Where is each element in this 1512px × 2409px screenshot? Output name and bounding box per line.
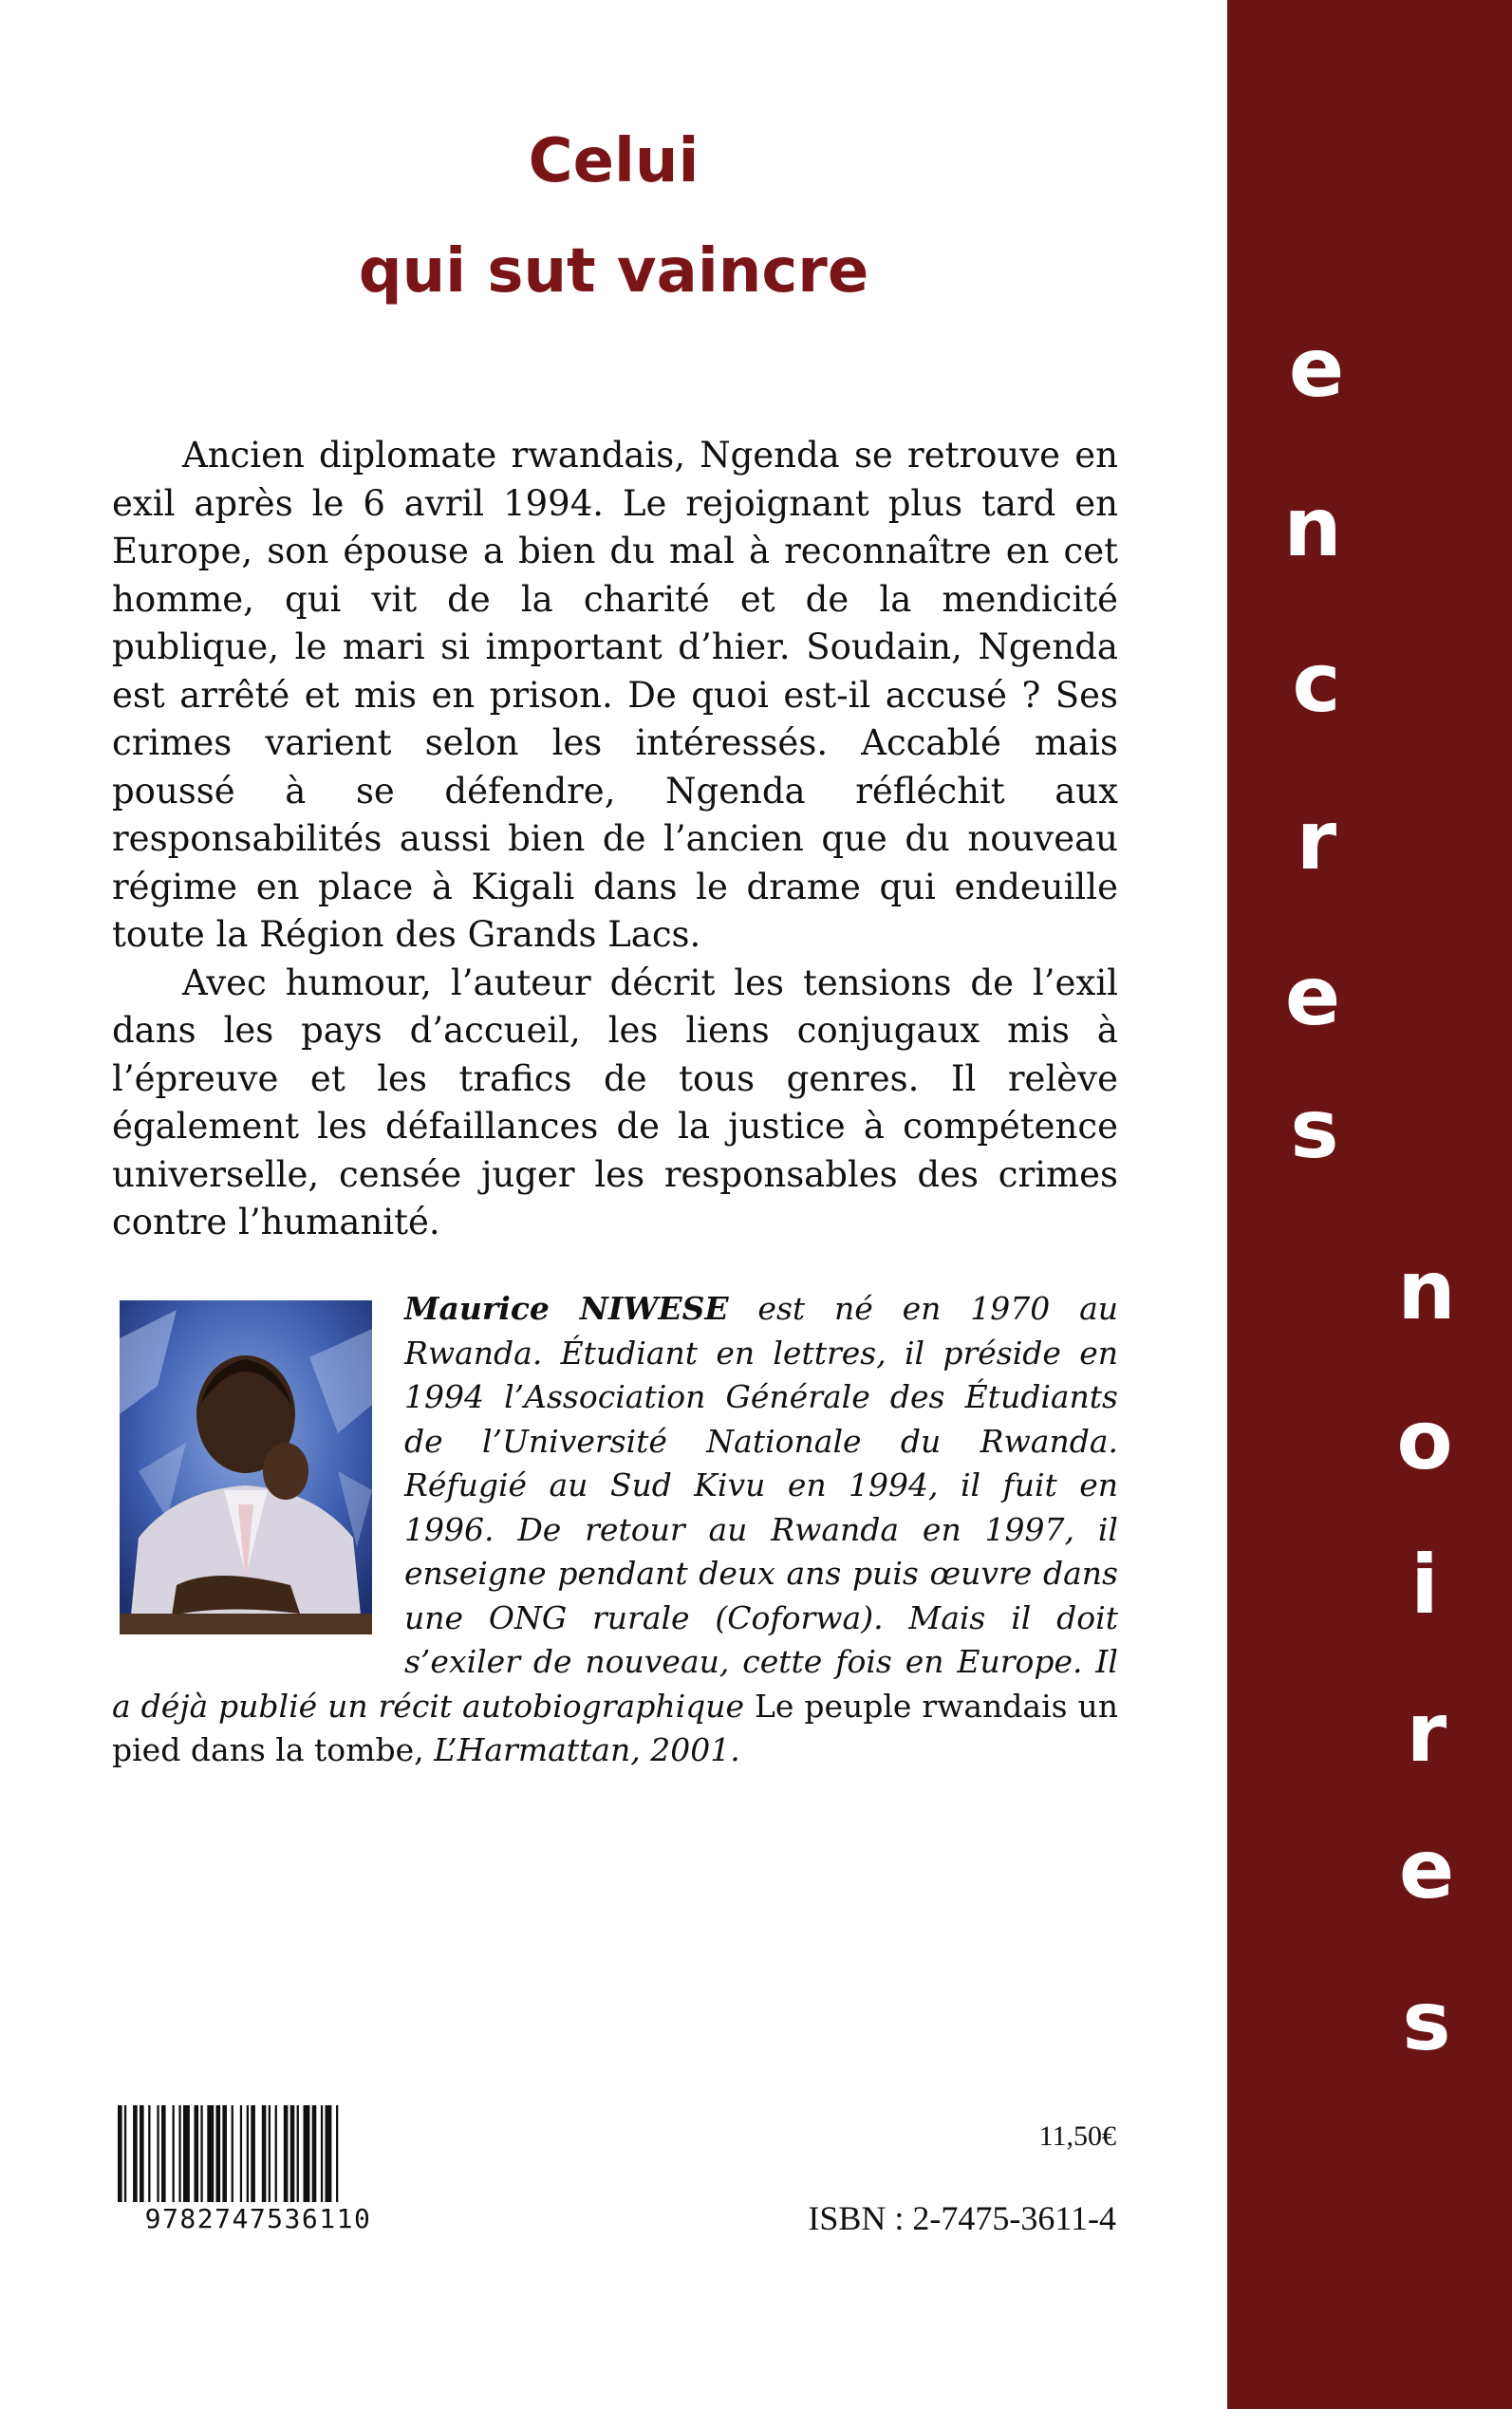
barcode-bar bbox=[216, 2105, 221, 2204]
author-bio-text: est né en 1970 au Rwanda. Étudiant en lettres, il préside en 1994 l’Association Générale des Étudiants de l’Université Nationale du Rwanda. Réfugié au Sud Kivu en 1994, il fuit en 1996. De retour au Rwanda en 1997, il enseigne pendant deux ans puis œuvre dans une ONG rurale (Coforwa). Mais il doit s’exiler de nouveau, cette fois en Europe. Il a déjà publié un récit autobiographique bbox=[112, 1290, 1118, 1725]
barcode-bar bbox=[284, 2105, 289, 2204]
barcode-bar bbox=[232, 2105, 233, 2204]
barcode-bar bbox=[247, 2105, 249, 2204]
barcode-bar bbox=[118, 2105, 122, 2204]
barcode-bar bbox=[157, 2105, 159, 2204]
series-letter: n bbox=[1283, 480, 1342, 575]
barcode-bar bbox=[312, 2105, 317, 2204]
series-letter: r bbox=[1406, 1686, 1447, 1781]
series-letter: o bbox=[1396, 1393, 1453, 1488]
series-letter: r bbox=[1296, 794, 1337, 888]
series-letter: n bbox=[1397, 1243, 1456, 1338]
price: 11,50€ bbox=[1038, 2120, 1116, 2152]
barcode-bar bbox=[148, 2105, 150, 2204]
barcode-bar bbox=[183, 2105, 190, 2204]
barcode-bar bbox=[326, 2105, 332, 2204]
barcode-bar bbox=[297, 2105, 299, 2204]
title-line-2: qui sut vaincre bbox=[358, 236, 869, 307]
barcode-bar bbox=[240, 2105, 242, 2204]
series-spine bbox=[1227, 0, 1512, 2409]
barcode-bar bbox=[222, 2105, 227, 2204]
series-letter: s bbox=[1290, 1082, 1339, 1177]
barcode-bar bbox=[251, 2105, 255, 2204]
barcode-bar bbox=[124, 2105, 126, 2204]
barcode-bar bbox=[336, 2105, 338, 2204]
barcode-bar bbox=[133, 2105, 138, 2204]
barcode-bar bbox=[140, 2105, 144, 2204]
barcode-bar bbox=[321, 2105, 323, 2204]
title-line-1: Celui bbox=[528, 126, 700, 196]
barcode-bar bbox=[195, 2105, 199, 2204]
barcode-bar bbox=[178, 2105, 180, 2204]
series-letter: e bbox=[1284, 949, 1341, 1044]
previous-book-publisher: L’Harmattan, 2001. bbox=[434, 1731, 740, 1768]
barcode-number: 9782747536110 bbox=[112, 2202, 404, 2236]
summary-paragraph-2: Avec humour, l’auteur décrit les tensions de l’exil dans les pays d’accueil, les liens conjugaux mis à l’épreuve et les trafics de tous genres. Il relève également les défaillances de la justice à compétence universelle, censée juger les responsables des crimes contre l’humanité. bbox=[112, 962, 1118, 1242]
barcode-bar bbox=[207, 2105, 214, 2204]
series-letter: i bbox=[1410, 1538, 1439, 1633]
series-letter: e bbox=[1398, 1822, 1455, 1917]
barcode-bar bbox=[304, 2105, 310, 2204]
barcode-bar bbox=[275, 2105, 277, 2204]
summary bbox=[112, 432, 1118, 1247]
summary-paragraph-1: Ancien diplomate rwandais, Ngenda se retrouve en exil après le 6 avril 1994. Le rejoignant plus tard en Europe, son épouse a bien du mal à reconnaître en cet homme, qui vit de la charité et de la mendicité publique, le mari si important d’hier. Soudain, Ngenda est arrêté et mis en prison. De quoi est-il accusé ? Ses crimes varient selon les intéressés. Accablé mais poussé à se défendre, Ngenda réfléchit aux responsabilités aussi bien de l’ancien que du nouveau régime en place à Kigali dans le drame qui endeuille toute la Région des Grands Lacs. bbox=[112, 435, 1118, 955]
barcode-bar bbox=[200, 2105, 202, 2204]
series-letter: c bbox=[1292, 636, 1341, 731]
barcode-bar bbox=[173, 2105, 175, 2204]
barcode-bar bbox=[290, 2105, 295, 2204]
barcode-bar bbox=[269, 2105, 271, 2204]
barcode-bar bbox=[161, 2105, 166, 2204]
previous-book-title: Le peuple rwandais un pied dans la tombe, bbox=[112, 1687, 1118, 1768]
series-letter: s bbox=[1402, 1974, 1451, 2069]
isbn: ISBN : 2-7475-3611-4 bbox=[808, 2199, 1116, 2237]
author-name: Maurice NIWESE bbox=[404, 1290, 729, 1327]
series-letter: e bbox=[1288, 321, 1345, 416]
author-photo bbox=[120, 1300, 372, 1634]
author-bio bbox=[112, 1287, 1118, 1773]
barcode-bar bbox=[262, 2105, 267, 2204]
